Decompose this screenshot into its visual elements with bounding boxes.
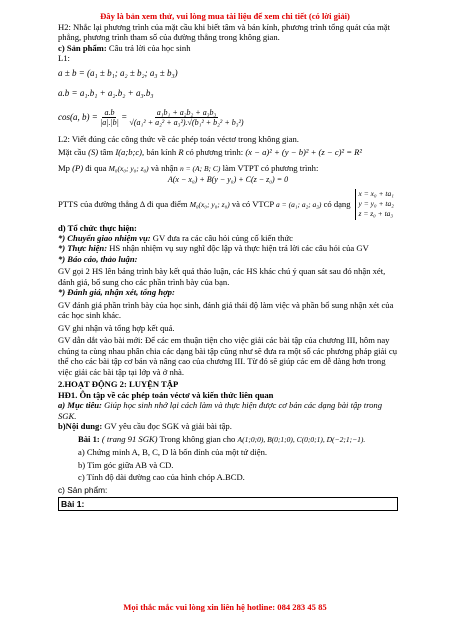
assign-text: GV đưa ra các câu hỏi củng cố kiến thức <box>150 233 293 243</box>
sphere-equation: (x − a)² + (y − b)² + (z − c)² = R² <box>245 147 362 158</box>
plane-symbol: (P) <box>72 162 84 173</box>
exercise-1-ref: ( trang 91 SGK) <box>99 433 158 444</box>
cosine-left: cos(a, b) = <box>58 112 98 123</box>
product-line <box>58 43 398 53</box>
evaluate-label: *) Đánh giá, nhận xét, tổng hợp: <box>58 287 175 298</box>
goal-text: Giúp học sinh nhớ lại cách làm và thực hiện được cơ bản các dạng bài tập trong SGK. <box>58 400 383 421</box>
answer-box-label: Bài 1: <box>61 498 85 509</box>
plane-text-a: Mp <box>58 162 70 173</box>
sphere-symbol: (S) <box>88 147 99 158</box>
plane-point: M₀(x₀; y₀; z₀) <box>108 163 149 173</box>
exercise-1-label: Bài 1: <box>78 433 100 444</box>
line-text-c: có dạng <box>323 199 351 210</box>
sphere-text-a: Mặt cầu <box>58 147 86 158</box>
exercise-1-text: Trong không gian cho <box>157 433 238 444</box>
exercise-1-a: a) Chứng minh A, B, C, D là bốn đỉnh của một tứ diện. <box>78 447 268 458</box>
goal-line <box>58 400 398 421</box>
product-label: c) Sản phẩm: <box>58 42 107 53</box>
sphere-text-b: tâm <box>100 147 114 158</box>
report-text: GV gọi 2 HS lên bảng trình bày kết quả thảo luận, các HS khác chú ý quan sát sau đó nhận xét, đánh giá, bổ sung cho các phần trình bày của bạn. <box>58 266 386 287</box>
line-text-a: PTTS của đường thẳng Δ đi qua điểm <box>58 199 188 210</box>
l1-label: L1: <box>58 53 70 64</box>
header-banner: Đây là bản xem thử, vui lòng mua tài liệu để xem chi tiết (có lời giải) <box>100 11 350 21</box>
plane-equation: A(x − x₀) + B(y − y₀) + C(z − z₀) = 0 <box>167 175 289 185</box>
cosine-fraction-1 <box>100 108 119 129</box>
line-system <box>355 189 394 219</box>
content-label: b)Nội dung: <box>58 421 103 432</box>
content-line <box>58 421 398 431</box>
cosine-den-2: √(a₁² + a₂² + a₃²).√(b₁² + b₂² + b₃²) <box>129 118 244 128</box>
evaluate-text-1: GV đánh giá phần trình bày của học sinh, đánh giá thái độ làm việc và phần bổ sung nhận xét của các học sinh khác. <box>58 299 394 321</box>
line-point: M₀(x₀; y₀; z₀) <box>189 200 230 210</box>
cosine-fraction-2 <box>129 108 243 129</box>
exercise-1-points: A(1;0;0), B(0;1;0), C(0;0;1), D(−2;1;−1). <box>237 434 366 444</box>
report-label: *) Báo cáo, thảo luận: <box>58 253 138 264</box>
plane-text-c: và nhận <box>150 162 178 173</box>
perform-text: HS nhận nhiệm vụ suy nghĩ độc lập và thực hiện trả lời các câu hỏi của GV <box>107 243 369 254</box>
assign-label: *) Chuyển giao nhiệm vụ: <box>58 233 151 243</box>
activity-2-heading: 2.HOẠT ĐỘNG 2: LUYỆN TẬP <box>58 379 179 390</box>
cosine-num-2: a₁b₁ + a₂b₂ + a₃b₃ <box>156 107 217 117</box>
equation-vector-sum: a ± b = (a₁ ± b₁; a₂ ± b₂; a₃ ± b₃) <box>58 68 178 79</box>
perform-line <box>58 243 398 253</box>
equation-cosine <box>58 104 398 132</box>
document-content <box>58 22 398 511</box>
line-row <box>58 189 398 219</box>
exercise-1-line <box>58 434 398 444</box>
product-heading: c) Sản phẩm: <box>58 484 108 495</box>
sphere-radius: R <box>178 147 184 158</box>
exercise-1-c: c) Tính độ dài đường cao của hình chóp A.BCD. <box>78 472 245 483</box>
l2-text: L2: Viết đúng các công thức về các phép toán véctơ trong không gian. <box>58 133 299 144</box>
sphere-text-c: , bán kính <box>142 147 177 158</box>
cosine-den-1: |a|.|b| <box>100 118 119 128</box>
hd1-heading: HĐ1. Ôn tập về các phép toán véctơ và kiến thức liên quan <box>58 389 274 400</box>
product-text: Câu trả lời của học sinh <box>106 42 191 53</box>
line-text-b: và có VTCP <box>231 199 274 210</box>
goal-label: a) Mục tiêu: <box>58 400 102 411</box>
answer-box <box>58 497 398 511</box>
plane-text-d: làm VTPT có phương trình: <box>222 162 319 173</box>
cosine-num-1: a.b <box>104 107 115 117</box>
cosine-equals: = <box>121 112 128 123</box>
content-text: GV yêu cầu đọc SGK và giải bài tập. <box>102 421 232 432</box>
equation-dot-product: a.b = a₁.b₁ + a₂.b₂ + a₃.b₃ <box>58 88 154 99</box>
exercise-1-b: b) Tìm góc giữa AB và CD. <box>78 459 174 470</box>
perform-label: *) Thực hiện: <box>58 243 108 254</box>
sphere-line <box>58 147 398 157</box>
sphere-text-d: có phương trình: <box>185 147 244 158</box>
plane-normal: n = (A; B; C) <box>179 163 221 173</box>
evaluate-text-2: GV ghi nhận và tổng hợp kết quả. <box>58 322 175 333</box>
organize-heading: d) Tổ chức thực hiện: <box>58 222 137 233</box>
footer-banner: Mọi thắc mắc vui lòng xin liên hệ hotline: 084 283 45 85 <box>123 602 327 612</box>
h2-question: H2: Nhắc lại phương trình của mặt cầu khi biết tâm và bán kính, phương trình tổng quát của mặt phẳng, phương trình tham số của đường thẳng trong không gian. <box>58 22 390 43</box>
line-system-y: y = y₀ + ta₂ <box>358 199 394 209</box>
assign-line <box>58 233 398 243</box>
plane-text-b: đi qua <box>85 162 107 173</box>
plane-line <box>58 163 398 173</box>
line-system-x: x = x₀ + ta₁ <box>358 189 394 199</box>
line-system-z: z = z₀ + ta₃ <box>358 209 394 219</box>
line-text <box>58 199 351 209</box>
sphere-center: I(a;b;c) <box>115 147 143 158</box>
evaluate-text-3: GV dẫn dắt vào bài mới: Để các em thuận tiện cho việc giải các bài tập của chương III, hôm nay chúng ta cùng nhau phân chia các dạng bài tập cũng như sẽ đưa ra một số các phương pháp giải cụ thể cho các bài tập cơ bản và nâng cao của chương III. Từ đó sẽ giúp các em dễ dàng hơn trong việc giải các bài tập tại lớp và ở nhà. <box>58 335 397 377</box>
line-direction: a = (a₁; a₂; a₃) <box>276 200 322 210</box>
